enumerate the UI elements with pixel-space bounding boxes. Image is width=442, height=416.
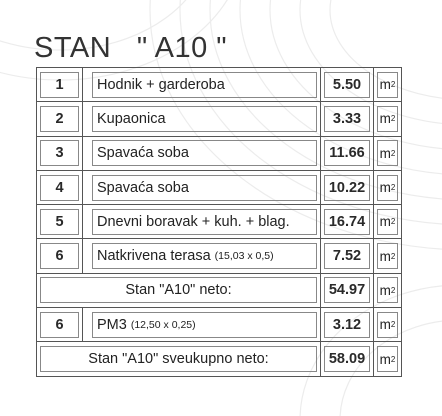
room-name-cell <box>83 102 321 136</box>
room-number: 4 <box>55 179 64 196</box>
unit-box <box>377 72 398 98</box>
room-area: 11.66 <box>329 145 365 162</box>
room-name: Kupaonica <box>97 110 166 127</box>
room-area-cell <box>321 102 374 136</box>
room-area-box <box>324 209 370 235</box>
room-area: 3.33 <box>332 110 362 127</box>
room-area-cell <box>321 68 374 102</box>
unit-exponent: 2 <box>390 251 396 261</box>
room-area-box <box>324 243 370 269</box>
unit-box <box>377 277 398 303</box>
unit-exponent: 2 <box>390 320 396 330</box>
room-area-box <box>324 106 370 132</box>
unit-exponent: 2 <box>390 148 396 158</box>
table-row <box>37 68 402 102</box>
table-row <box>37 239 402 273</box>
room-dimensions: (15,03 x 0,5) <box>214 250 274 263</box>
room-name-box <box>92 72 317 98</box>
unit-box <box>377 243 398 269</box>
unit-symbol: m <box>379 248 391 264</box>
room-number: 1 <box>55 76 64 93</box>
unit-symbol: m <box>379 282 391 298</box>
subtotal-row-area-box <box>324 277 370 303</box>
unit-symbol: m <box>379 317 391 333</box>
total-row-area-cell <box>321 342 374 376</box>
room-number: 2 <box>55 110 64 127</box>
unit-symbol: m <box>379 351 391 367</box>
room-name: Hodnik + garderoba <box>97 76 225 93</box>
room-name: Natkrivena terasa <box>97 248 215 265</box>
room-number-cell <box>37 102 83 136</box>
room-name-box <box>92 175 317 201</box>
unit-cell <box>374 239 402 273</box>
room-dimensions: (12,50 x 0,25) <box>130 318 196 331</box>
room-name-cell <box>83 68 321 102</box>
room-area-cell <box>321 239 374 273</box>
room-number-box <box>40 106 79 132</box>
room-number-cell <box>37 68 83 102</box>
unit-cell <box>374 170 402 204</box>
room-area-cell <box>321 136 374 170</box>
unit-box <box>377 140 398 166</box>
unit-symbol: m <box>379 77 391 93</box>
room-number-box <box>40 209 79 235</box>
room-name-cell <box>83 205 321 239</box>
unit-exponent: 2 <box>390 354 396 364</box>
room-area-table <box>36 67 402 377</box>
subtotal-row-label-box <box>40 277 317 303</box>
room-area-box <box>324 72 370 98</box>
subtotal-row <box>37 273 402 307</box>
subtotal-row-area: 54.97 <box>328 282 366 299</box>
room-area-box <box>324 140 370 166</box>
room-number: 6 <box>55 248 64 265</box>
subtotal-row-label: Stan "A10" neto: <box>125 282 232 299</box>
unit-exponent: 2 <box>390 285 396 295</box>
room-number-box <box>40 243 79 269</box>
unit-symbol: m <box>379 111 391 127</box>
room-area-box <box>324 312 370 338</box>
table-row <box>37 102 402 136</box>
room-name-cell <box>83 136 321 170</box>
room-number-cell <box>37 308 83 342</box>
room-name: Spavaća soba <box>97 179 189 196</box>
room-area-box <box>324 175 370 201</box>
room-name-cell <box>83 239 321 273</box>
room-name-cell <box>83 170 321 204</box>
room-area: 5.50 <box>332 76 362 93</box>
room-number-box <box>40 175 79 201</box>
room-name: Spavaća soba <box>97 145 189 162</box>
room-number: 3 <box>55 145 64 162</box>
total-row-label: Stan "A10" sveukupno neto: <box>88 351 269 368</box>
unit-cell <box>374 102 402 136</box>
room-area: 7.52 <box>332 248 362 265</box>
room-area-cell <box>321 170 374 204</box>
room-name-cell <box>83 308 321 342</box>
table-row <box>37 136 402 170</box>
unit-exponent: 2 <box>390 80 396 90</box>
table-row <box>37 205 402 239</box>
room-name-box <box>92 312 317 338</box>
subtotal-row-area-cell <box>321 273 374 307</box>
room-area-cell <box>321 205 374 239</box>
room-name-box <box>92 243 317 269</box>
room-name: Dnevni boravak + kuh. + blag. <box>97 213 290 230</box>
room-area: 16.74 <box>328 213 366 230</box>
room-name-box <box>92 106 317 132</box>
table-row <box>37 308 402 342</box>
unit-box <box>377 175 398 201</box>
room-number-box <box>40 312 79 338</box>
room-number-cell <box>37 136 83 170</box>
unit-cell <box>374 136 402 170</box>
unit-cell <box>374 205 402 239</box>
unit-cell <box>374 68 402 102</box>
room-number-cell <box>37 170 83 204</box>
unit-symbol: m <box>379 180 391 196</box>
unit-box <box>377 346 398 372</box>
unit-exponent: 2 <box>390 183 396 193</box>
room-number-box <box>40 140 79 166</box>
room-table-body <box>37 68 402 377</box>
unit-cell <box>374 273 402 307</box>
room-number-cell <box>37 239 83 273</box>
room-area: 10.22 <box>328 179 366 196</box>
unit-symbol: m <box>379 145 391 161</box>
unit-cell <box>374 342 402 376</box>
total-row <box>37 342 402 376</box>
room-name: PM3 <box>97 316 131 333</box>
unit-box <box>377 106 398 132</box>
total-row-label-cell <box>37 342 321 376</box>
unit-symbol: m <box>379 214 391 230</box>
room-area: 3.12 <box>332 316 362 333</box>
unit-exponent: 2 <box>390 217 396 227</box>
page-title: STAN " A10 " <box>34 32 228 64</box>
table-row <box>37 170 402 204</box>
room-name-box <box>92 140 317 166</box>
unit-exponent: 2 <box>390 114 396 124</box>
room-name-box <box>92 209 317 235</box>
total-row-area-box <box>324 346 370 372</box>
unit-cell <box>374 308 402 342</box>
unit-box <box>377 312 398 338</box>
subtotal-row-label-cell <box>37 273 321 307</box>
room-number: 5 <box>55 213 64 230</box>
unit-box <box>377 209 398 235</box>
room-area-cell <box>321 308 374 342</box>
total-row-label-box <box>40 346 317 372</box>
room-number-box <box>40 72 79 98</box>
total-row-area: 58.09 <box>328 351 366 368</box>
room-number: 6 <box>55 316 64 333</box>
room-number-cell <box>37 205 83 239</box>
